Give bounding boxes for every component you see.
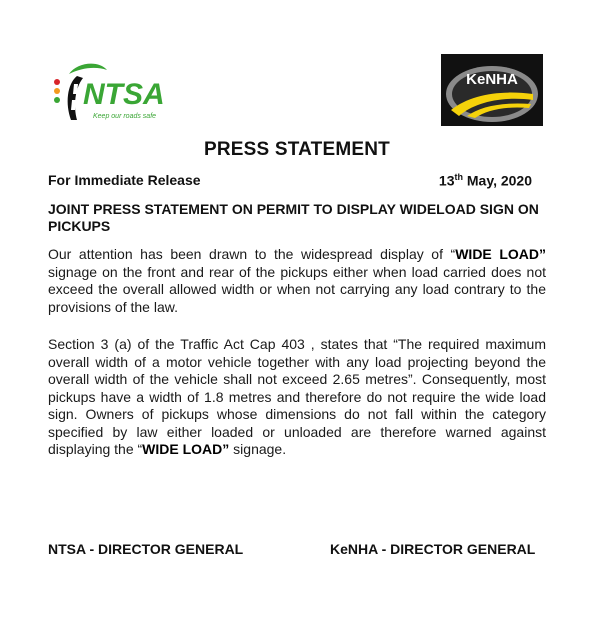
- signature-ntsa: NTSA - DIRECTOR GENERAL: [48, 541, 244, 557]
- paragraph-1-text-a: Our attention has been drawn to the widespread display of “: [48, 246, 456, 262]
- release-row: [48, 172, 532, 192]
- release-date: [439, 172, 532, 189]
- paragraph-2-text-a: Section 3 (a) of the Traffic Act Cap 403 , states that “The required maximum overall width of a motor vehicle together with any load projecting beyond the overall width of the vehicle shall not exceed 2.65 metres”. Consequently, most pickups have a width of 1.8 metres and therefore do not require the wide load sign. Owners of pickups whose dimensions do not fall within the category specified by law either loaded or unloaded are therefore warned against displaying the “: [48, 336, 546, 457]
- date-day: 13: [438, 172, 455, 189]
- paragraph-2-emphasis: WIDE LOAD”: [142, 441, 230, 457]
- paragraph-2: [48, 336, 546, 459]
- page-title: PRESS STATEMENT: [204, 139, 390, 160]
- statement-heading: JOINT PRESS STATEMENT ON PERMIT TO DISPLAY WIDELOAD SIGN ON PICKUPS: [48, 201, 539, 234]
- kenha-logo: [441, 54, 543, 126]
- paragraph-1-text-b: signage on the front and rear of the pickups either when load carried does not exceed the overall allowed width or when not carrying any load contrary to the provisions of the law.: [48, 263, 546, 315]
- ntsa-logo-tagline: Keep our roads safe: [93, 113, 157, 120]
- signature-kenha: KeNHA - DIRECTOR GENERAL: [330, 541, 536, 557]
- paragraph-2-text-b: signage.: [229, 441, 287, 457]
- date-rest: May, 2020: [462, 172, 532, 189]
- ntsa-logo: [47, 54, 167, 126]
- release-label: For Immediate Release: [48, 172, 201, 188]
- ntsa-logo-dot-red: [54, 79, 60, 85]
- paragraph-1-emphasis: WIDE LOAD”: [455, 246, 546, 262]
- kenha-logo-wordmark: KeNHA: [466, 71, 518, 88]
- paragraph-1: [48, 246, 546, 316]
- ntsa-logo-dot-orange: [54, 88, 60, 94]
- ntsa-logo-dot-green: [54, 97, 60, 103]
- date-suffix: th: [454, 172, 463, 182]
- ntsa-logo-wordmark: NTSA: [83, 78, 165, 111]
